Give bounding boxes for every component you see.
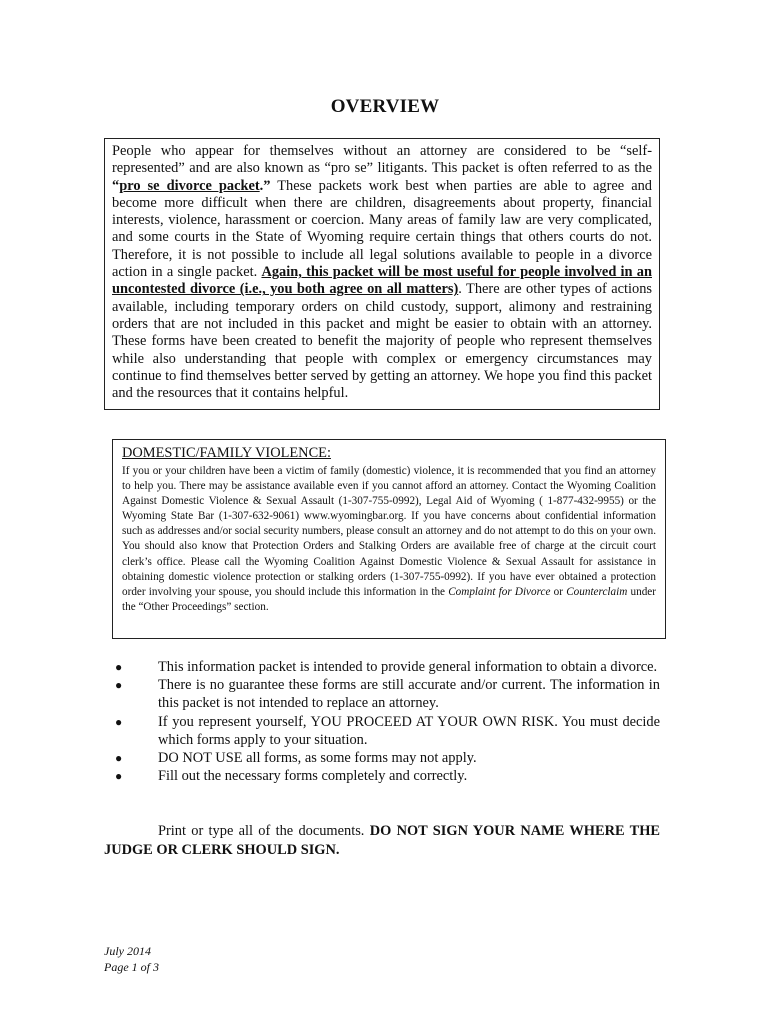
bullet-dot-icon: ● xyxy=(115,714,123,729)
print-instructions xyxy=(104,822,660,859)
bullet-dot-icon: ● xyxy=(115,660,123,674)
text-segment: .” xyxy=(259,177,271,194)
bullet-item xyxy=(104,767,660,785)
bullet-item xyxy=(104,713,660,749)
bullet-text: Fill out the necessary forms completely and correctly. xyxy=(158,768,468,785)
text-segment: or xyxy=(550,585,567,598)
text-segment: under the “Other Proceedings” section. xyxy=(122,585,656,613)
text-segment: These packets work best when parties are able to agree and become more difficult when there are children, disagreements about property, financial interests, violence, harassment or coercion. Many areas of family law are very complicated, and some courts in the State of Wyoming require certain things that others courts do not. Therefore, it is not possible to include all legal solutions available to people in a divorce action in a single packet. xyxy=(112,177,652,281)
bullet-text: There is no guarantee these forms are still accurate and/or current. The information in this packet is not intended to replace an attorney. xyxy=(158,677,660,712)
text-segment: . There are other types of actions available, including temporary orders on child custody, support, alimony and restraining orders that are not included in this packet and might be easier to obtain with an attorney. These forms have been created to benefit the majority of people who represent themselves while also understanding that people with complex or emergency circumstances may continue to find themselves better served by getting an attorney. We hope you find this packet and the resources that it contains helpful. xyxy=(112,281,652,402)
intro-paragraph-box xyxy=(104,138,660,410)
bullet-dot-icon: ● xyxy=(115,751,123,766)
text-segment: Print or type all of the documents. xyxy=(158,823,370,839)
intro-paragraph xyxy=(112,143,652,402)
bullet-item xyxy=(104,658,660,676)
text-segment: Counterclaim xyxy=(566,585,628,598)
text-segment: “ xyxy=(112,177,120,194)
notice-bullet-list xyxy=(104,658,660,785)
page-footer xyxy=(104,944,159,975)
bullet-text: If you represent yourself, YOU PROCEED AT YOUR OWN RISK. You must decide which forms apply to your situation. xyxy=(158,713,660,748)
text-segment: Again, this packet will be most useful for people involved in an uncontested divorce (i.e., you both agree on all matters) xyxy=(112,264,652,298)
bullet-text: DO NOT USE all forms, as some forms may not apply. xyxy=(158,750,477,767)
bullet-text: This information packet is intended to provide general information to obtain a divorce. xyxy=(158,659,658,675)
bullet-dot-icon: ● xyxy=(115,678,123,693)
text-segment: DO NOT SIGN YOUR NAME WHERE THE JUDGE OR CLERK SHOULD SIGN. xyxy=(104,823,660,858)
domestic-violence-box xyxy=(112,439,666,639)
text-segment: pro se divorce packet xyxy=(119,177,260,194)
bullet-item xyxy=(104,749,660,767)
text-segment: People who appear for themselves without an attorney are considered to be “self-represented” and are also known as “pro se” litigants. This packet is often referred to as the xyxy=(112,143,652,177)
text-segment: If you or your children have been a victim of family (domestic) violence, it is recommended that you find an attorney to help you. There may be assistance available even if you cannot afford an attorney. Contact the Wyoming Coalition Against Domestic Violence & Sexual Assault (1-307-755-0992), Legal Aid of Wyoming ( 1-877-432-9955) or the Wyoming State Bar (1-307-632-9061) www.wyomingbar.org. If you have concerns about confidential information such as addresses and/or social security numbers, please consult an attorney and do not attempt to do this on your own. You should also know that Protection Orders and Stalking Orders are available free of charge at the circuit court clerk’s office. Please call the Wyoming Coalition Against Domestic Violence & Sexual Assault for assistance in obtaining domestic violence protection or stalking orders (1-307-755-0992). If you have ever obtained a protection order involving your spouse, you should include this information in the xyxy=(122,465,656,598)
footer-page-number: Page 1 of 3 xyxy=(104,959,159,974)
bullet-dot-icon: ● xyxy=(115,769,123,784)
text-segment: Complaint for Divorce xyxy=(448,585,551,598)
domestic-violence-heading: DOMESTIC/FAMILY VIOLENCE: xyxy=(122,445,331,461)
page-title: OVERVIEW xyxy=(330,96,440,117)
footer-date: July 2014 xyxy=(104,944,151,958)
bullet-item xyxy=(104,676,660,712)
domestic-violence-text xyxy=(122,464,656,615)
